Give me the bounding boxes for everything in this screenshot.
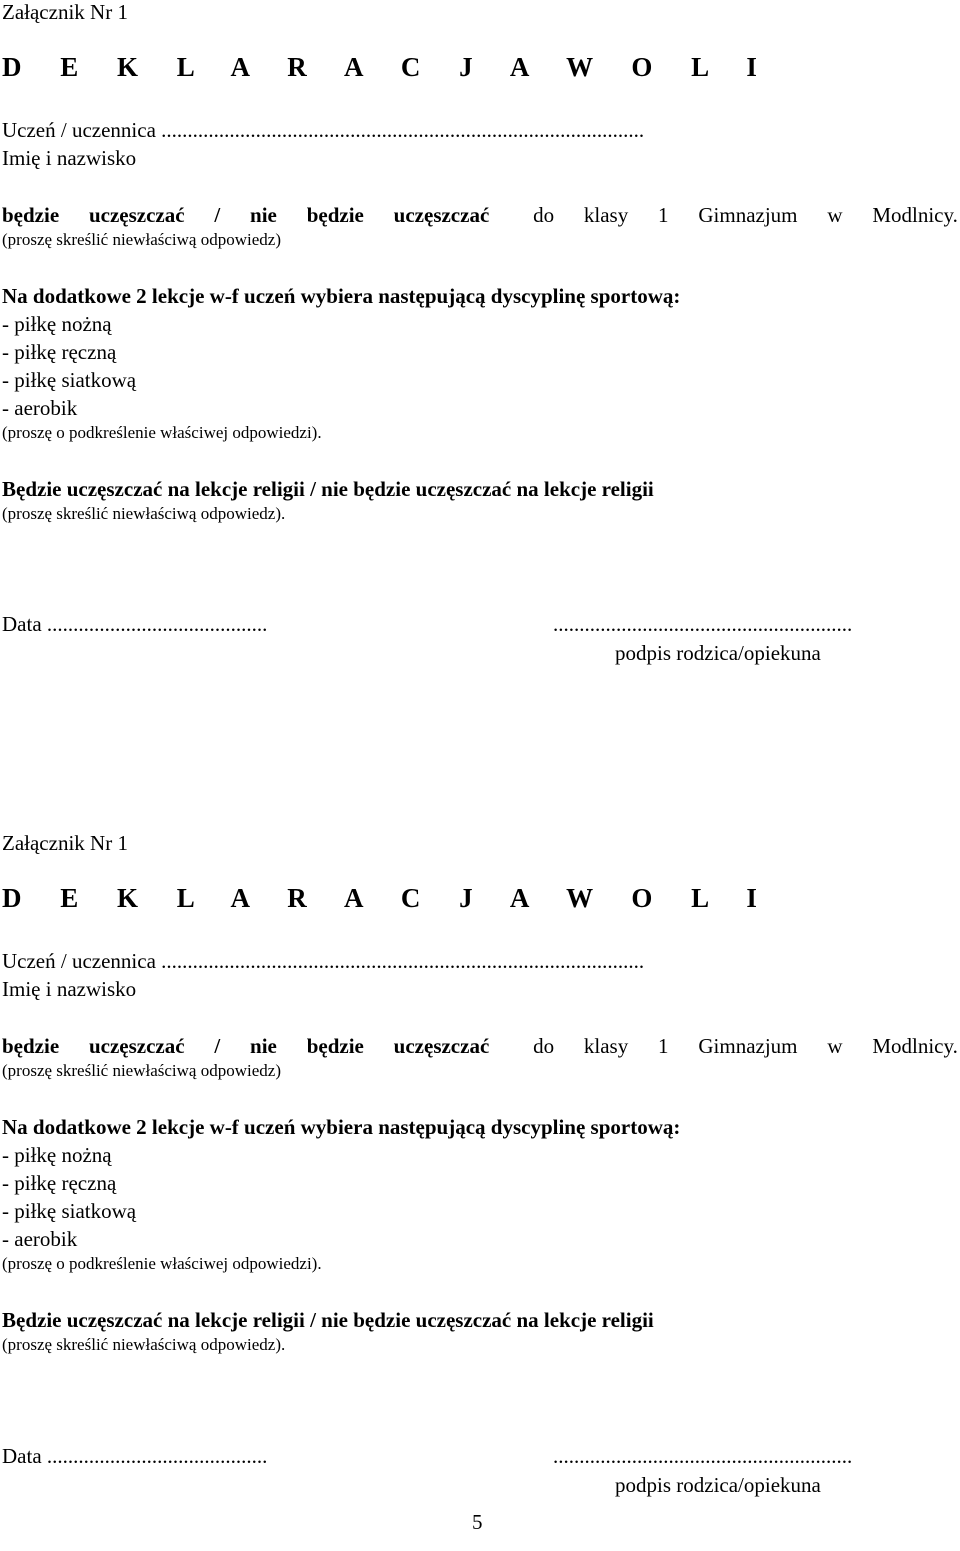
- attend-word: 1: [658, 203, 669, 227]
- sport-option: - aerobik: [2, 1227, 78, 1251]
- options-note: (proszę o podkreślenie właściwej odpowiedzi).: [2, 1254, 322, 1273]
- signature-line: .........................................................: [553, 612, 853, 636]
- signature-line: .........................................................: [553, 1444, 853, 1468]
- pe-heading: Na dodatkowe 2 lekcje w-f uczeń wybiera następującą dyscyplinę sportową:: [2, 1115, 681, 1139]
- attend-word: uczęszczać: [88, 1034, 185, 1058]
- attend-word: do: [533, 1034, 555, 1058]
- attend-word: będzie: [2, 203, 60, 227]
- attend-word: /: [214, 203, 221, 227]
- sport-option: - piłkę siatkową: [2, 1199, 137, 1223]
- attendance-note: (proszę skreślić niewłaściwą odpowiedz): [2, 230, 281, 249]
- attend-word: uczęszczać: [393, 1034, 490, 1058]
- attend-word: Modlnicy.: [872, 1034, 958, 1058]
- declaration-form-1: [0, 0, 960, 720]
- attend-word: będzie: [306, 203, 364, 227]
- sport-option: - aerobik: [2, 396, 78, 420]
- sport-option: - piłkę nożną: [2, 312, 112, 336]
- attend-word: nie: [250, 1034, 277, 1058]
- signature-label: podpis rodzica/opiekuna: [615, 641, 821, 665]
- student-line: Uczeń / uczennica ............................................................................................: [2, 118, 645, 142]
- signature-label: podpis rodzica/opiekuna: [615, 1473, 821, 1497]
- sport-option: - piłkę ręczną: [2, 1171, 117, 1195]
- attendance-note: (proszę skreślić niewłaściwą odpowiedz): [2, 1061, 281, 1080]
- religion-statement: Będzie uczęszczać na lekcje religii / nie będzie uczęszczać na lekcje religii: [2, 477, 654, 501]
- attendance-statement: [2, 203, 958, 227]
- attend-word: nie: [250, 203, 277, 227]
- religion-note: (proszę skreślić niewłaściwą odpowiedz).: [2, 1335, 286, 1354]
- attend-word: uczęszczać: [393, 203, 490, 227]
- declaration-form-2: [0, 831, 960, 1551]
- student-line: Uczeń / uczennica ............................................................................................: [2, 949, 645, 973]
- attend-word: Modlnicy.: [872, 203, 958, 227]
- sport-option: - piłkę ręczną: [2, 340, 117, 364]
- form-title: D E K L A R A C J A W O L I: [2, 52, 763, 82]
- attend-word: uczęszczać: [88, 203, 185, 227]
- attend-word: do: [533, 203, 555, 227]
- attend-word: będzie: [2, 1034, 60, 1058]
- attend-word: będzie: [306, 1034, 364, 1058]
- attend-word: w: [827, 1034, 843, 1058]
- form-title: D E K L A R A C J A W O L I: [2, 883, 763, 913]
- attend-word: klasy: [583, 203, 629, 227]
- pe-heading: Na dodatkowe 2 lekcje w-f uczeń wybiera następującą dyscyplinę sportową:: [2, 284, 681, 308]
- religion-note: (proszę skreślić niewłaściwą odpowiedz).: [2, 504, 286, 523]
- sport-option: - piłkę nożną: [2, 1143, 112, 1167]
- attend-word: klasy: [583, 1034, 629, 1058]
- attachment-label: Załącznik Nr 1: [2, 831, 128, 855]
- page-number: 5: [472, 1510, 483, 1534]
- attendance-statement: [2, 1034, 958, 1058]
- attend-word: Gimnazjum: [698, 203, 798, 227]
- name-label: Imię i nazwisko: [2, 977, 137, 1001]
- attend-word: Gimnazjum: [698, 1034, 798, 1058]
- name-label: Imię i nazwisko: [2, 146, 137, 170]
- date-field: Data ..........................................: [2, 1444, 268, 1468]
- sport-option: - piłkę siatkową: [2, 368, 137, 392]
- attend-word: 1: [658, 1034, 669, 1058]
- attend-word: w: [827, 203, 843, 227]
- attend-word: /: [214, 1034, 221, 1058]
- date-field: Data ..........................................: [2, 612, 268, 636]
- attachment-label: Załącznik Nr 1: [2, 0, 128, 24]
- religion-statement: Będzie uczęszczać na lekcje religii / nie będzie uczęszczać na lekcje religii: [2, 1308, 654, 1332]
- options-note: (proszę o podkreślenie właściwej odpowiedzi).: [2, 423, 322, 442]
